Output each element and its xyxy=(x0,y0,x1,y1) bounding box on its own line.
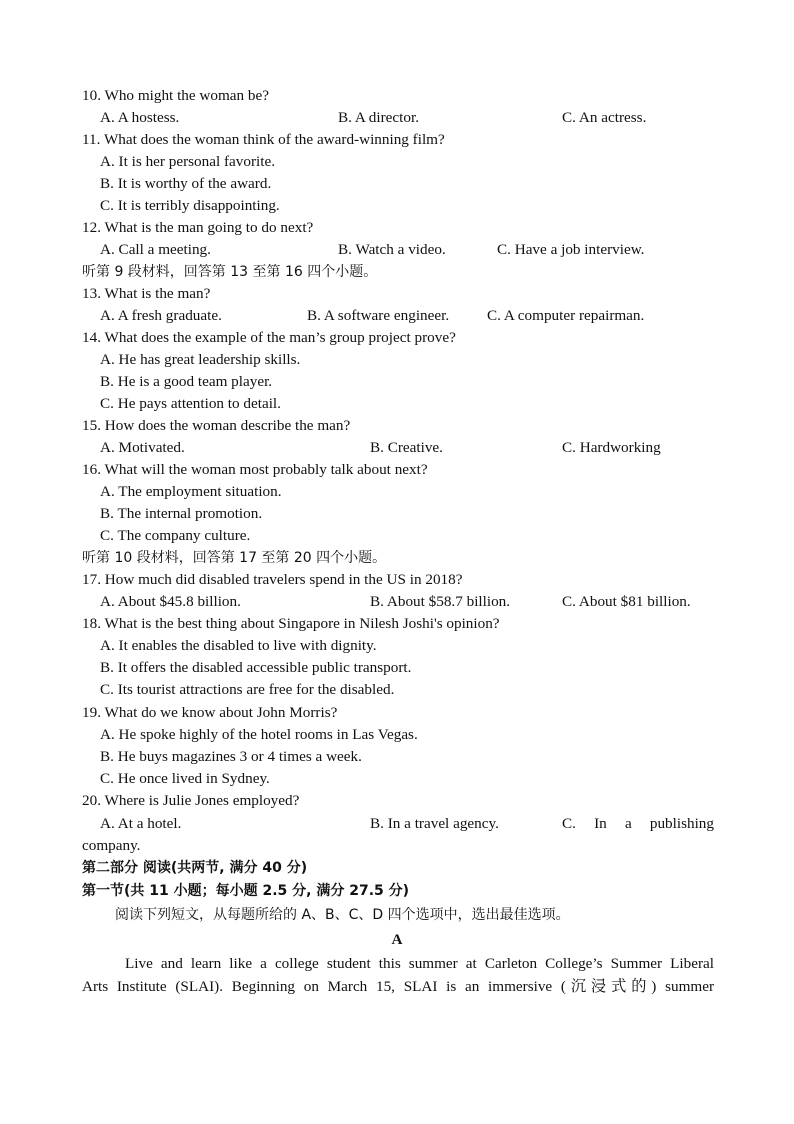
q13-option-b: B. A software engineer. xyxy=(307,307,450,324)
q14-stem: 14. What does the example of the man’s group project prove? xyxy=(82,329,456,346)
q20-option-c-continued: company. xyxy=(82,837,141,854)
reading-instruction: 阅读下列短文，从每题所给的 A、B、C、D 四个选项中，选出最佳选项。 xyxy=(115,907,570,923)
q10-option-a: A. A hostess. xyxy=(100,109,180,126)
part-2-title: 第二部分 阅读(共两节, 满分 40 分) xyxy=(82,860,308,876)
q11-option-c: C. It is terribly disappointing. xyxy=(100,197,280,214)
q19-option-c: C. He once lived in Sydney. xyxy=(100,770,270,787)
q12-option-a: A. Call a meeting. xyxy=(100,241,211,258)
q19-option-a: A. He spoke highly of the hotel rooms in Las Vegas. xyxy=(100,726,418,743)
q13-options xyxy=(0,306,794,326)
q17-stem: 17. How much did disabled travelers spend in the US in 2018? xyxy=(82,571,463,588)
q19-option-b: B. He buys magazines 3 or 4 times a week. xyxy=(100,748,362,765)
q18-stem: 18. What is the best thing about Singapore in Nilesh Joshi's opinion? xyxy=(82,615,500,632)
q10-option-c: C. An actress. xyxy=(562,109,647,126)
q12-option-b: B. Watch a video. xyxy=(338,241,446,258)
q15-option-b: B. Creative. xyxy=(370,439,443,456)
passage-line-1: Live and learn like a college student this summer at Carleton College’s Summer Liberal xyxy=(125,955,714,972)
q13-stem: 13. What is the man? xyxy=(82,285,211,302)
q15-option-a: A. Motivated. xyxy=(100,439,185,456)
q17-option-a: A. About $45.8 billion. xyxy=(100,593,241,610)
q16-option-c: C. The company culture. xyxy=(100,527,251,544)
q16-stem: 16. What will the woman most probably talk about next? xyxy=(82,461,428,478)
q17-option-b: B. About $58.7 billion. xyxy=(370,593,511,610)
q11-option-a: A. It is her personal favorite. xyxy=(100,153,276,170)
q13-option-a: A. A fresh graduate. xyxy=(100,307,222,324)
q19-stem: 19. What do we know about John Morris? xyxy=(82,704,338,721)
q20-options xyxy=(0,814,794,834)
q10-options xyxy=(0,108,794,128)
q12-stem: 12. What is the man going to do next? xyxy=(82,219,314,236)
q16-option-a: A. The employment situation. xyxy=(100,483,282,500)
passage-line-2: Arts Institute (SLAI). Beginning on March 15, SLAI is an immersive (沉浸式的) summer xyxy=(82,978,714,995)
q17-options xyxy=(0,592,794,612)
q11-stem: 11. What does the woman think of the award-winning film? xyxy=(82,131,445,148)
q12-option-c: C. Have a job interview. xyxy=(497,241,645,258)
q20-option-c: C. In a publishing xyxy=(562,815,714,832)
q10-option-b: B. A director. xyxy=(338,109,419,126)
q14-option-c: C. He pays attention to detail. xyxy=(100,395,281,412)
q20-stem: 20. Where is Julie Jones employed? xyxy=(82,792,300,809)
q10-stem: 10. Who might the woman be? xyxy=(82,87,269,104)
q11-option-b: B. It is worthy of the award. xyxy=(100,175,272,192)
q18-option-a: A. It enables the disabled to live with dignity. xyxy=(100,637,377,654)
q18-option-c: C. Its tourist attractions are free for the disabled. xyxy=(100,681,395,698)
q20-option-b: B. In a travel agency. xyxy=(370,815,499,832)
q20-option-a: A. At a hotel. xyxy=(100,815,182,832)
q15-options xyxy=(0,438,794,458)
q14-option-a: A. He has great leadership skills. xyxy=(100,351,301,368)
q15-stem: 15. How does the woman describe the man? xyxy=(82,417,351,434)
section-10-instruction: 听第 10 段材料，回答第 17 至第 20 四个小题。 xyxy=(82,550,387,566)
section-1-title: 第一节(共 11 小题；每小题 2.5 分, 满分 27.5 分) xyxy=(82,883,410,899)
q16-option-b: B. The internal promotion. xyxy=(100,505,263,522)
q13-option-c: C. A computer repairman. xyxy=(487,307,645,324)
q14-option-b: B. He is a good team player. xyxy=(100,373,273,390)
q12-options xyxy=(0,240,794,260)
passage-label: A xyxy=(391,931,403,948)
q18-option-b: B. It offers the disabled accessible public transport. xyxy=(100,659,412,676)
q15-option-c: C. Hardworking xyxy=(562,439,661,456)
q17-option-c: C. About $81 billion. xyxy=(562,593,691,610)
section-9-instruction: 听第 9 段材料，回答第 13 至第 16 四个小题。 xyxy=(82,264,378,280)
